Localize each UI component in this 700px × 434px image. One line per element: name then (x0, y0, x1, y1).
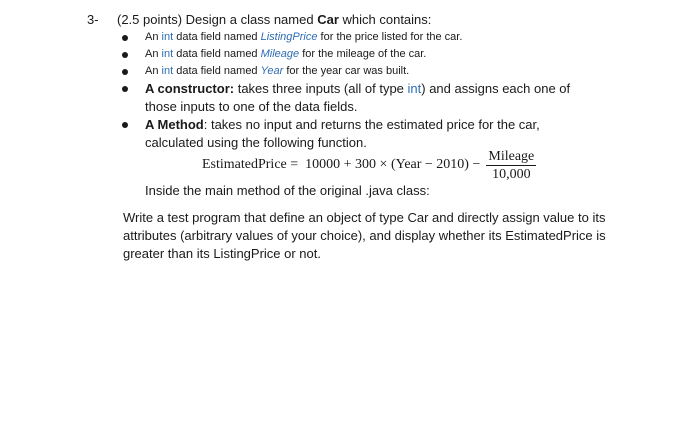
bullet-text: takes three inputs (all of type (237, 81, 404, 96)
list-item-mileage (120, 46, 600, 63)
class-name: Car (317, 12, 339, 27)
bullet-text: An (145, 48, 159, 60)
bullet-text: An (145, 31, 159, 43)
type-keyword: int (407, 81, 422, 96)
field-name: ListingPrice (260, 31, 318, 43)
type-keyword: int (161, 31, 174, 43)
question-intro: Design a class named (185, 12, 314, 27)
field-name: Year (260, 65, 284, 77)
list-item-year (120, 63, 600, 80)
question-heading (87, 11, 431, 29)
type-keyword: int (161, 48, 174, 60)
bullet-bold-label: A constructor: (145, 81, 235, 96)
bullet-text: data field named (176, 65, 258, 77)
bullet-text: data field named (176, 31, 258, 43)
bullet-text: ) and assigns each one of those inputs to one of the data fields. (145, 81, 571, 114)
bullet-bold-label: A Method (145, 117, 204, 132)
bullet-text: for the mileage of the car. (302, 48, 427, 60)
test-program-paragraph: Write a test program that define an object of type Car and directly assign value to its attributes (arbitrary values of your choice), and display whether its EstimatedPrice is greater than its ListingPrice or not. (123, 210, 606, 261)
type-keyword: int (161, 65, 174, 77)
list-item-listing-price (120, 29, 600, 46)
requirements-list (120, 29, 600, 152)
formula-lhs: EstimatedPrice = (202, 157, 299, 172)
question-intro-end: which contains: (342, 12, 432, 27)
formula-denominator: 10,000 (492, 166, 531, 182)
bullet-text: for the year car was built. (286, 65, 410, 77)
bullet-text: : takes no input and returns the estimated price for the car, calculated using the following function. (145, 117, 540, 150)
estimated-price-formula (202, 147, 536, 183)
list-item-constructor (120, 80, 600, 116)
formula-body: 10000 + 300 × (Year − 2010) − (305, 157, 481, 172)
formula-numerator: Mileage (488, 148, 535, 164)
formula-fraction (486, 148, 536, 183)
bullet-text: An (145, 65, 159, 77)
field-name: Mileage (260, 48, 300, 60)
question-points: (2.5 points) (117, 12, 183, 27)
bullet-text: for the price listed for the car. (320, 31, 463, 43)
question-number: 3- (87, 12, 99, 27)
bullet-text: data field named (176, 48, 258, 60)
main-method-note: Inside the main method of the original .java class: (145, 183, 430, 198)
